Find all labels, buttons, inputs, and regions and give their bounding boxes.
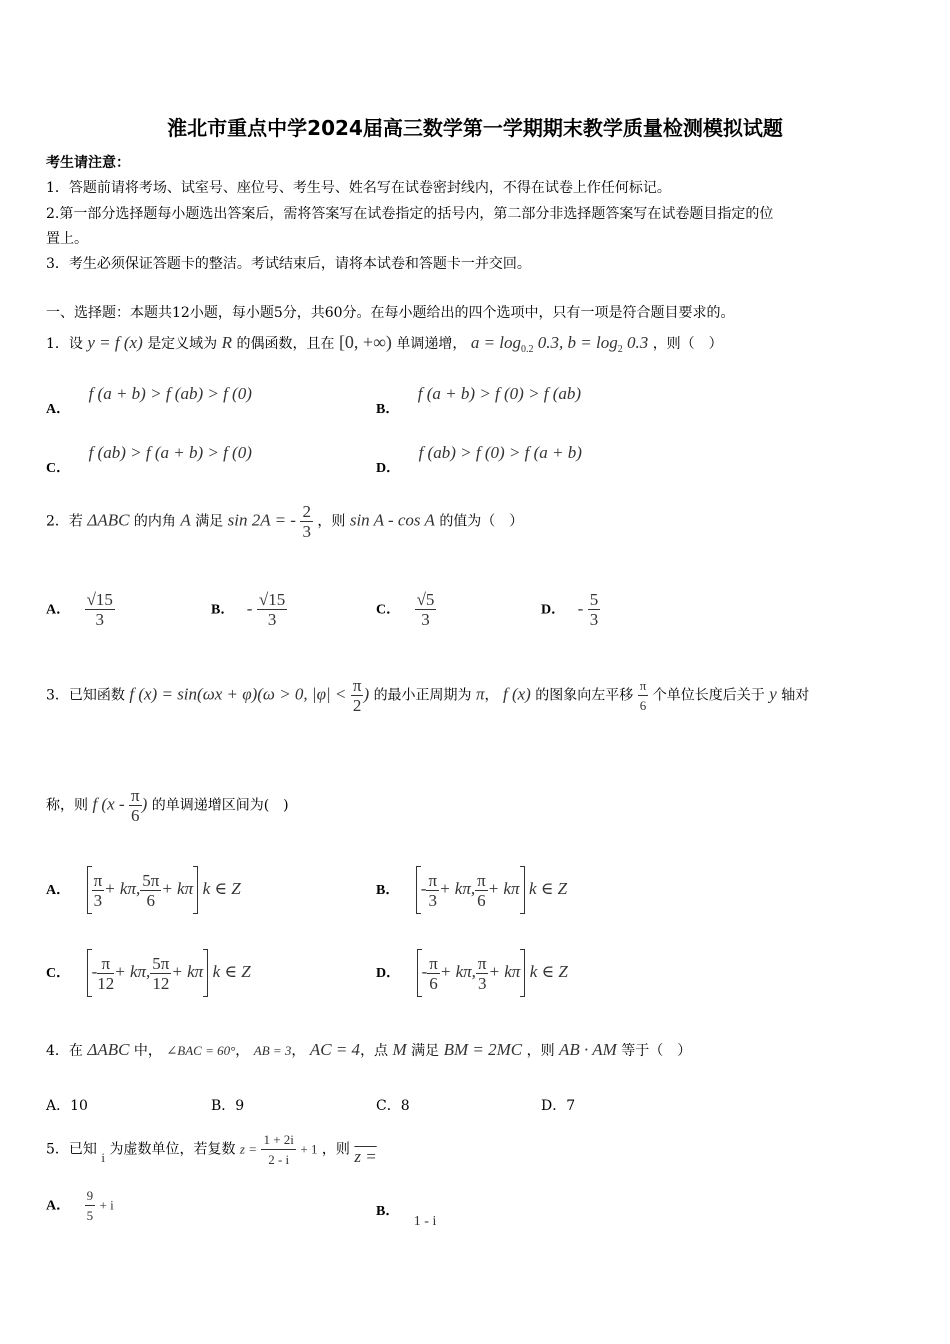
question-2: 2．若 ΔABC 的内角 A 满足 sin 2A = - $\frac{2}{3}$ ，则 sin A - cos A 的值为（ ） — [46, 502, 524, 541]
q4-option-c[interactable]: C．8 — [376, 1098, 410, 1114]
q4-option-d[interactable]: D．7 — [541, 1098, 576, 1114]
q5-option-a[interactable]: A． $\frac{9}{5}$ + i — [46, 1188, 114, 1223]
q3-option-c[interactable]: C． - $\frac{\pi}{12}$ + kπ, $\frac{5\pi}{12}$ + kπ k ∈ Z — [46, 949, 251, 997]
q5-option-b[interactable]: B． 1 - i — [376, 1204, 437, 1229]
section-heading: 一、选择题：本题共12小题，每小题5分，共60分。在每小题给出的四个选项中，只有一项是符合题目要求的。 — [46, 305, 735, 321]
q4-option-b[interactable]: B．9 — [211, 1098, 245, 1114]
q3-option-b[interactable]: B． - $\frac{\pi}{3}$ + kπ, $\frac{\pi}{6}$ + kπ k ∈ Z — [376, 866, 567, 914]
question-3: 3．已知函数 f (x) = sin(ωx + φ)(ω > 0, |φ| < $\frac{\pi}{2}$ ) 的最小正周期为 π， f (x) 的图象向左平移 $\frac{\pi}{6}$ 个单位长度后关于 y 轴对 — [46, 676, 810, 715]
question-4: 4．在 ΔABC 中， ∠BAC = 60°， AB = 3， AC = 4，点 M 满足 BM = 2MC ，则 AB · AM 等于（ ） — [46, 1040, 692, 1059]
q2-option-a[interactable]: A． $\frac{√15}{3}$ — [46, 590, 113, 629]
fraction: $\frac{2}{3}$ — [302, 502, 311, 541]
q1-option-c[interactable]: C． f (ab) > f (a + b) > f (0) — [46, 443, 252, 476]
q1-option-d[interactable]: D． f (ab) > f (0) > f (a + b) — [376, 443, 582, 476]
q2-option-d[interactable]: D． - $\frac{5}{3}$ — [541, 590, 599, 629]
notice-item-2-cont: 置上。 — [46, 231, 88, 247]
q3-option-a[interactable]: A． $\frac{\pi}{3}$ + kπ, $\frac{5\pi}{6}$ + kπ k ∈ Z — [46, 866, 241, 914]
notice-heading: 考生请注意： — [46, 155, 130, 171]
page-title: 淮北市重点中学2024届高三数学第一学期期末教学质量检测模拟试题 — [167, 116, 783, 140]
question-5: 5．已知 i 为虚数单位，若复数 z = $\frac{1 + 2i}{2 - i}$ + 1 ，则 z = — [46, 1132, 377, 1167]
notice-item-2: 2.第一部分选择题每小题选出答案后，需将答案写在试卷指定的括号内，第二部分非选择题答案写在试卷题目指定的位 — [46, 206, 774, 222]
question-1: 1．设 y = f (x) 是定义域为 R 的偶函数，且在 [0, +∞) 单调递增， $a = \log_{0.2} 0.3$, $b = \log_2 0.3$ ，则（ ） — [46, 332, 723, 355]
question-3-cont: 称，则 f (x - $\frac{\pi}{6}$ ) 的单调递增区间为( ) — [46, 786, 289, 825]
q4-option-a[interactable]: A．10 — [46, 1098, 88, 1114]
q2-option-b[interactable]: B． - $\frac{√15}{3}$ — [211, 590, 286, 629]
notice-item-1: 1．答题前请将考场、试室号、座位号、考生号、姓名写在试卷密封线内，不得在试卷上作任何标记。 — [46, 180, 671, 196]
q1-option-a[interactable]: A． f (a + b) > f (ab) > f (0) — [46, 384, 252, 417]
q3-option-d[interactable]: D． - $\frac{\pi}{6}$ + kπ, $\frac{\pi}{3}$ + kπ k ∈ Z — [376, 949, 568, 997]
q2-option-c[interactable]: C． $\frac{√5}{3}$ — [376, 590, 435, 629]
notice-item-3: 3．考生必须保证答题卡的整洁。考试结束后，请将本试卷和答题卡一并交回。 — [46, 256, 531, 272]
q1-option-b[interactable]: B． f (a + b) > f (0) > f (ab) — [376, 384, 582, 417]
